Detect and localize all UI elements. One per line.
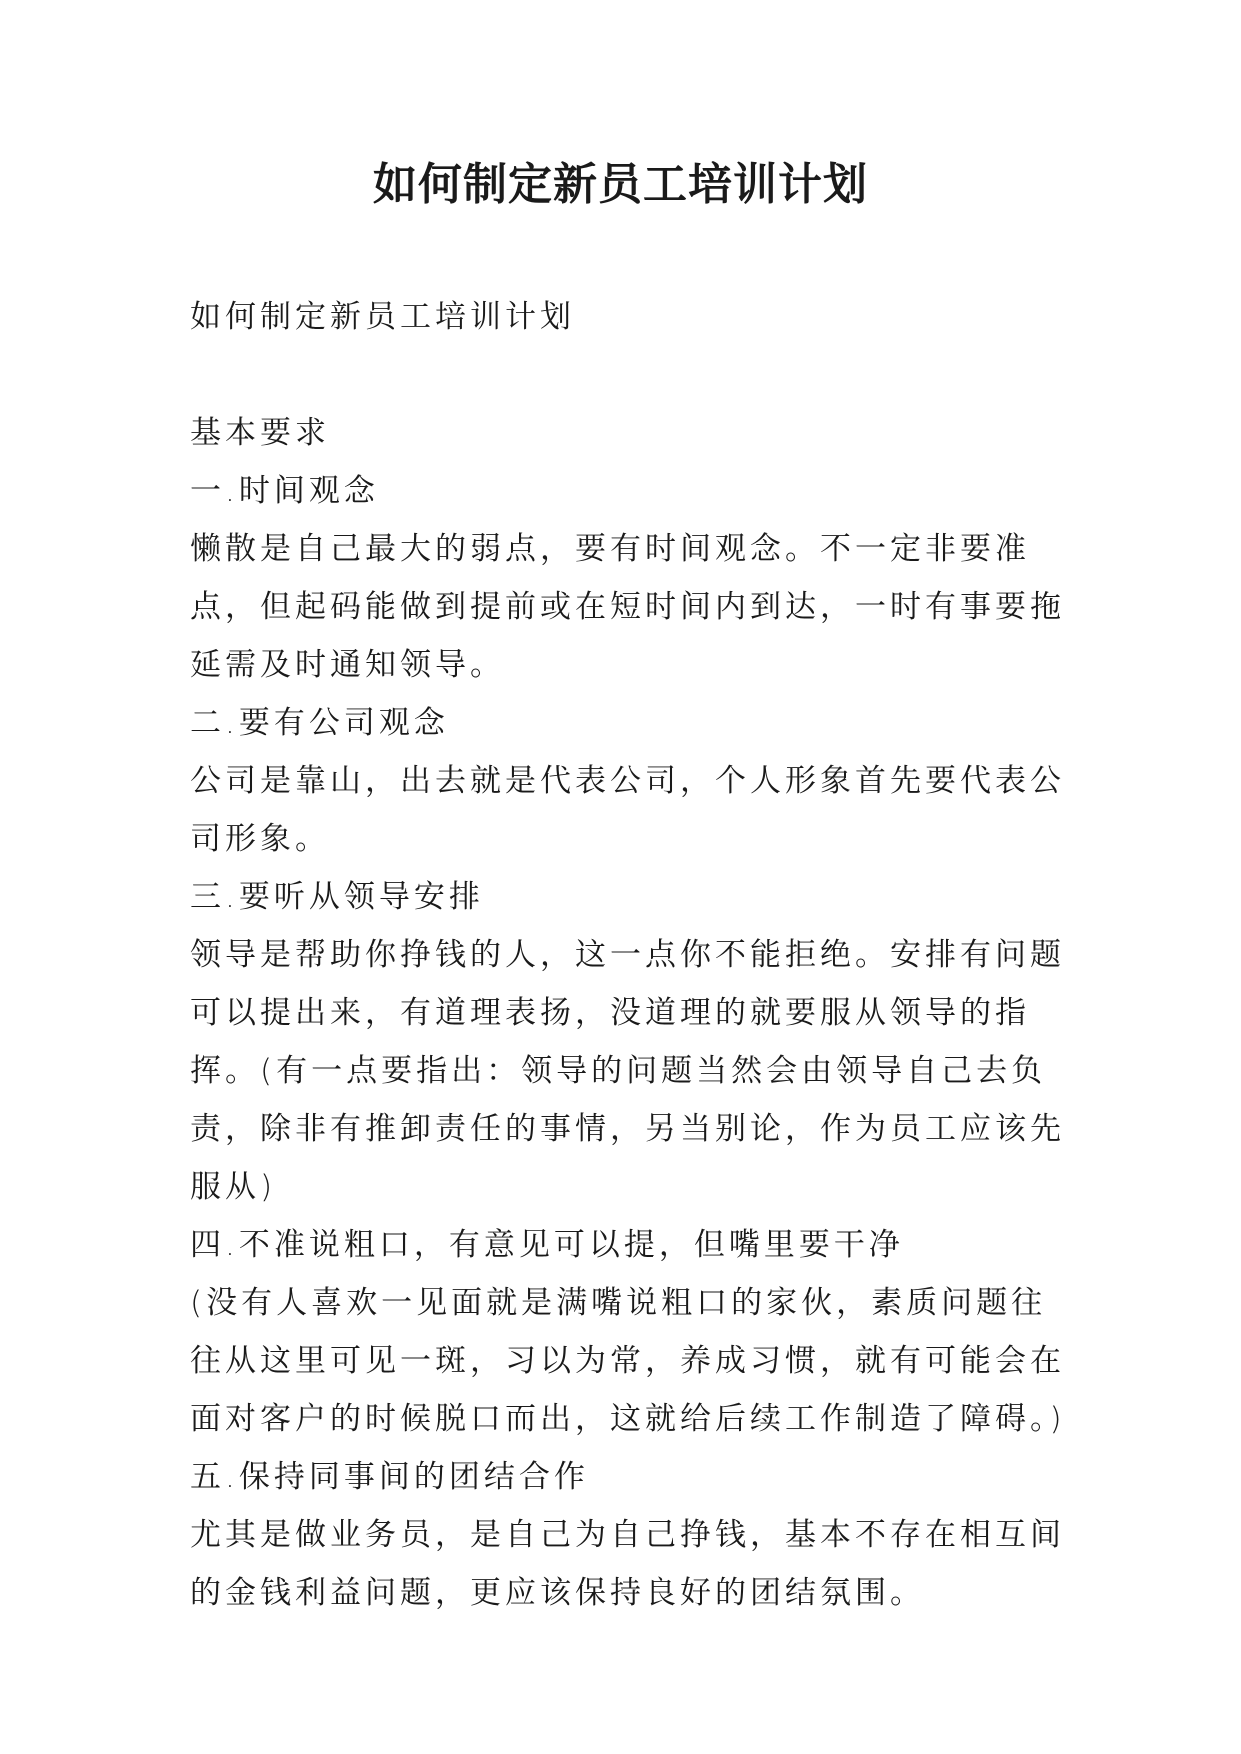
paragraph-time-concept: 懒散是自己最大的弱点，要有时间观念。不一定非要准点，但起码能做到提前或在短时间内到达，一时有事要拖延需及时通知领导。 — [190, 531, 1065, 683]
heading-time-concept: 一.时间观念 — [190, 473, 379, 509]
paragraph-no-profanity: (没有人喜欢一见面就是满嘴说粗口的家伙，素质问题往往从这里可见一斑，习以为常，养成习惯，就有可能会在面对客户的时候脱口而出，这就给后续工作制造了障碍。) — [190, 1285, 1066, 1437]
paragraph-follow-leadership: 领导是帮助你挣钱的人，这一点你不能拒绝。安排有问题可以提出来，有道理表扬，没道理的就要服从领导的指挥。(有一点要指出：领导的问题当然会由领导自己去负责，除非有推卸责任的事情，另当别论，作为员工应该先服从) — [190, 937, 1065, 1205]
document-body — [190, 288, 1070, 1622]
paragraph-basic-requirements: 基本要求 — [190, 415, 330, 451]
heading-team-cooperation: 五.保持同事间的团结合作 — [190, 1459, 589, 1495]
paragraph-company-concept: 公司是靠山，出去就是代表公司，个人形象首先要代表公司形象。 — [190, 763, 1065, 857]
heading-company-concept: 二.要有公司观念 — [190, 705, 449, 741]
heading-follow-leadership: 三.要听从领导安排 — [190, 879, 484, 915]
document-title: 如何制定新员工培训计划 — [373, 159, 868, 210]
heading-no-profanity: 四.不准说粗口，有意见可以提，但嘴里要干净 — [190, 1227, 904, 1263]
paragraph-team-cooperation: 尤其是做业务员，是自己为自己挣钱，基本不存在相互间的金钱利益问题，更应该保持良好的团结氛围。 — [190, 1517, 1065, 1611]
document-subtitle: 如何制定新员工培训计划 — [190, 299, 575, 335]
